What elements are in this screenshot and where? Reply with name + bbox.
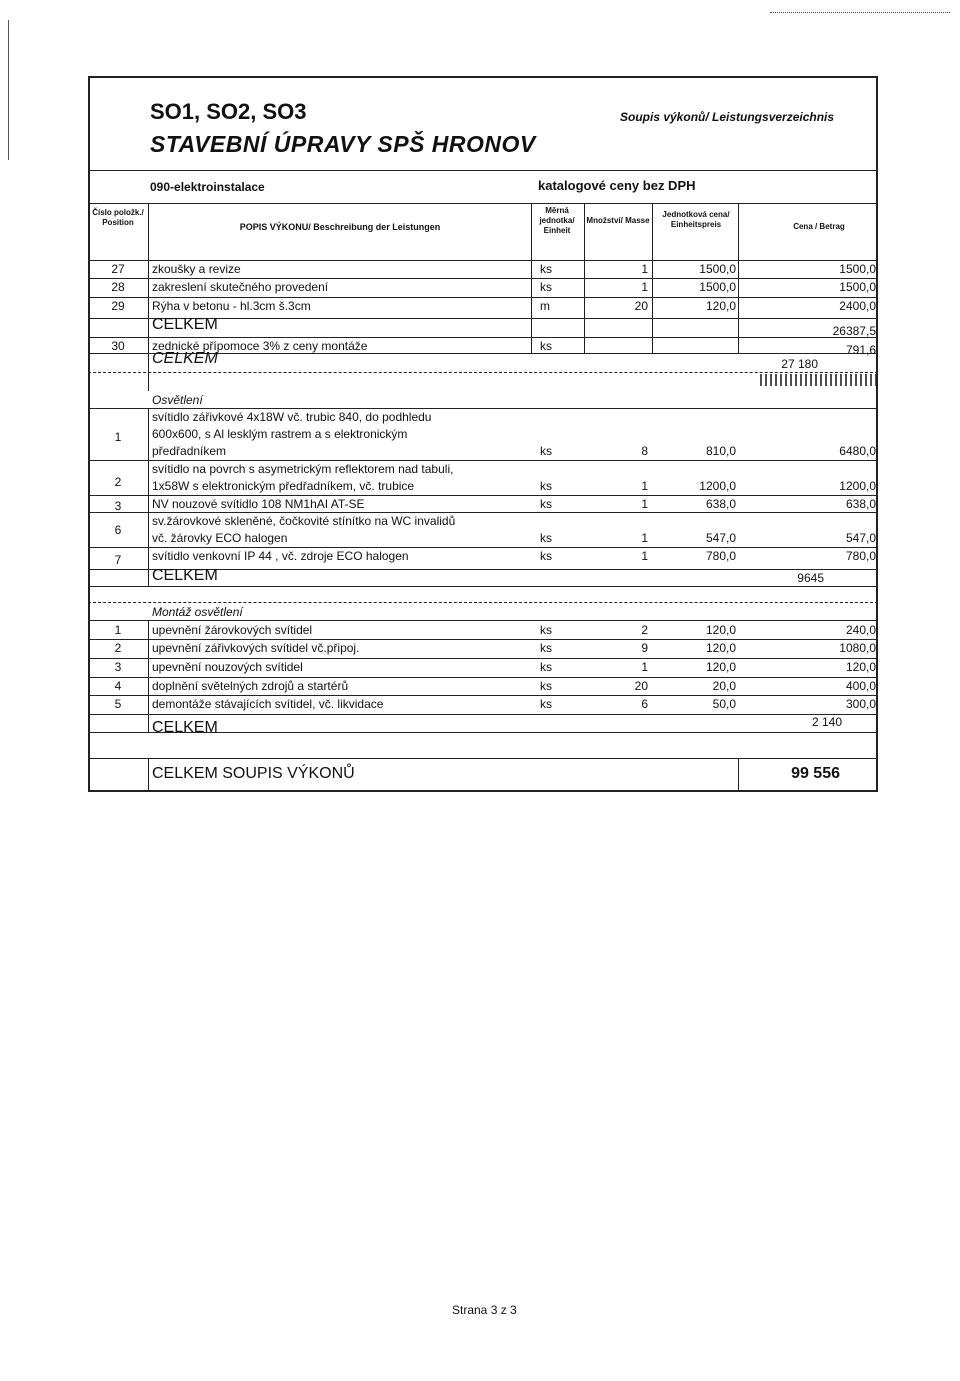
col-line [738, 758, 739, 792]
light-row-position: 1 [114, 430, 122, 444]
light-row-position: 7 [114, 553, 122, 567]
light-row-quantity: 8 [641, 444, 648, 458]
mount-row-unit: ks [540, 679, 552, 693]
row-description: zakreslení skutečného provedení [152, 280, 329, 294]
row-30-total: 791,6 [845, 343, 876, 357]
row-30-unit: ks [540, 339, 552, 353]
row-total: 1500,0 [839, 262, 876, 276]
light-row-unit-price: 547,0 [705, 531, 736, 545]
section-code: 090-elektroinstalace [150, 180, 265, 194]
section-divider [88, 372, 878, 373]
mount-row-unit-price: 20,0 [712, 679, 736, 693]
light-row-description-line: sv.žárovkové skleněné, čočkovité stínítko na WC invalidů [152, 514, 456, 528]
row-line [88, 620, 878, 621]
mount-row-position: 4 [114, 679, 122, 693]
light-row-unit: ks [540, 531, 552, 545]
row-description: Rýha v betonu - hl.3cm š.3cm [152, 299, 311, 313]
light-row-unit-price: 638,0 [705, 497, 736, 511]
total-a-value: 27 180 [781, 357, 818, 371]
light-row-unit: ks [540, 479, 552, 493]
mount-row-unit-price: 50,0 [712, 697, 736, 711]
mount-row-unit: ks [540, 623, 552, 637]
row-unit: ks [540, 262, 552, 276]
price-note: katalogové ceny bez DPH [538, 178, 696, 193]
row-unit: ks [540, 280, 552, 294]
project-title: STAVEBNÍ ÚPRAVY SPŠ HRONOV [150, 131, 536, 157]
total-a-label: CELKEM [152, 350, 218, 367]
grand-total-value: 99 556 [791, 765, 840, 782]
mount-row-description: upevnění žárovkových svítidel [152, 623, 313, 637]
mount-row-position: 5 [114, 697, 122, 711]
col-line [148, 620, 149, 732]
mount-row-position: 2 [114, 641, 122, 655]
mount-row-total: 1080,0 [839, 641, 876, 655]
mount-row-unit: ks [540, 697, 552, 711]
col-header-position: Číslo položk./ Position [92, 208, 144, 227]
header-divider [88, 170, 878, 171]
light-row-unit-price: 810,0 [705, 444, 736, 458]
row-line [88, 460, 878, 461]
lighting-section-title: Osvětlení [152, 393, 203, 407]
section-divider [88, 602, 878, 603]
row-line [88, 297, 878, 298]
header-bottom-line [88, 260, 878, 261]
mount-row-description: upevnění zářivkových svítidel vč.připoj. [152, 641, 360, 655]
light-row-unit-price: 1200,0 [699, 479, 736, 493]
mount-row-unit: ks [540, 660, 552, 674]
subtotal-label: CELKEM [152, 316, 218, 333]
subtotal-value: 26387,5 [832, 324, 876, 338]
scan-artifact-edge [8, 20, 9, 160]
mount-row-total: 400,0 [845, 679, 876, 693]
row-line [88, 677, 878, 678]
light-row-position: 3 [114, 499, 122, 513]
light-row-quantity: 1 [641, 479, 648, 493]
row-line [88, 639, 878, 640]
light-row-description-line: předřadníkem [152, 444, 227, 458]
light-row-total: 780,0 [845, 549, 876, 563]
col-line [148, 758, 149, 792]
light-row-unit: ks [540, 444, 552, 458]
row-line [88, 547, 878, 548]
mount-row-description: demontáže stávajících svítidel, vč. likvidace [152, 697, 384, 711]
row-unit-price: 120,0 [705, 299, 736, 313]
mount-row-description: doplnění světelných zdrojů a startérů [152, 679, 349, 693]
light-row-total: 6480,0 [839, 444, 876, 458]
mounting-total-value: 2 140 [811, 715, 842, 729]
light-row-unit: ks [540, 549, 552, 563]
mount-row-total: 120,0 [845, 660, 876, 674]
row-30-description: zednické přípomoce 3% z ceny montáže [152, 339, 368, 353]
row-unit-price: 1500,0 [699, 262, 736, 276]
row-quantity: 1 [641, 262, 648, 276]
lighting-total-value: 9645 [797, 571, 824, 585]
mount-row-position: 1 [114, 623, 122, 637]
scan-noise [760, 374, 876, 386]
grand-total-label: CELKEM SOUPIS VÝKONŮ [152, 765, 355, 782]
mount-row-quantity: 1 [641, 660, 648, 674]
row-description: zkoušky a revize [152, 262, 241, 276]
mount-row-quantity: 6 [641, 697, 648, 711]
row-total: 2400,0 [839, 299, 876, 313]
row-position: 29 [111, 299, 125, 313]
mount-row-total: 240,0 [845, 623, 876, 637]
objects-heading: SO1, SO2, SO3 [150, 99, 307, 124]
row-line [88, 278, 878, 279]
scan-artifact-line [770, 12, 950, 13]
mount-row-unit-price: 120,0 [705, 623, 736, 637]
light-row-unit: ks [540, 497, 552, 511]
mounting-section-title: Montáž osvětlení [152, 605, 243, 619]
row-line [88, 408, 878, 409]
table-top-line [88, 203, 878, 204]
mount-row-description: upevnění nouzových svítidel [152, 660, 303, 674]
light-row-total: 547,0 [845, 531, 876, 545]
row-line [88, 337, 878, 338]
light-row-position: 2 [114, 475, 122, 489]
mount-row-unit: ks [540, 641, 552, 655]
row-line [88, 732, 878, 733]
row-line [88, 695, 878, 696]
col-header-total: Cena / Betrag [793, 222, 845, 231]
row-total: 1500,0 [839, 280, 876, 294]
row-line [88, 658, 878, 659]
light-row-description-line: 1x58W s elektronickým předřadníkem, vč. trubice [152, 479, 415, 493]
light-row-quantity: 1 [641, 497, 648, 511]
mount-row-quantity: 20 [634, 679, 648, 693]
light-row-description-line: svítidlo venkovní IP 44 , vč. zdroje ECO halogen [152, 549, 409, 563]
light-row-position: 6 [114, 523, 122, 537]
light-row-quantity: 1 [641, 549, 648, 563]
light-row-description-line: vč. žárovky ECO halogen [152, 531, 288, 545]
col-header-unit-price: Jednotková cena/ Einheitspreis [662, 210, 730, 229]
col-line [148, 408, 149, 586]
light-row-description-line: svítidlo zářivkové 4x18W vč. trubic 840, do podhledu [152, 410, 432, 424]
row-unit-price: 1500,0 [699, 280, 736, 294]
document-type: Soupis výkonů/ Leistungsverzeichnis [620, 110, 835, 124]
light-row-description-line: NV nouzové svítidlo 108 NM1hAI AT-SE [152, 497, 365, 511]
row-quantity: 1 [641, 280, 648, 294]
row-unit: m [540, 299, 550, 313]
light-row-description-line: svítidlo na povrch s asymetrickým reflektorem nad tabuli, [152, 462, 454, 476]
row-position: 27 [111, 262, 125, 276]
light-row-description-line: 600x600, s Al lesklým rastrem a s elektronickým [152, 427, 408, 441]
light-row-total: 638,0 [845, 497, 876, 511]
light-row-unit-price: 780,0 [705, 549, 736, 563]
row-line [88, 512, 878, 513]
row-30-position: 30 [111, 339, 125, 353]
light-row-quantity: 1 [641, 531, 648, 545]
col-header-quantity: Množství/ Masse [586, 216, 650, 225]
mounting-total-label: CELKEM [152, 719, 218, 736]
row-line [88, 586, 878, 587]
light-row-total: 1200,0 [839, 479, 876, 493]
row-position: 28 [111, 280, 125, 294]
mount-row-quantity: 9 [641, 641, 648, 655]
lighting-total-label: CELKEM [152, 567, 218, 584]
col-header-unit: Měrná jednotka/ Einheit [539, 206, 575, 235]
page-number: Strana 3 z 3 [452, 1303, 517, 1317]
mount-row-position: 3 [114, 660, 122, 674]
row-quantity: 20 [634, 299, 648, 313]
mount-row-quantity: 2 [641, 623, 648, 637]
mount-row-unit-price: 120,0 [705, 660, 736, 674]
row-line [88, 758, 878, 759]
row-line [88, 495, 878, 496]
col-header-description: POPIS VÝKONU/ Beschreibung der Leistungen [239, 222, 441, 232]
mount-row-total: 300,0 [845, 697, 876, 711]
mount-row-unit-price: 120,0 [705, 641, 736, 655]
